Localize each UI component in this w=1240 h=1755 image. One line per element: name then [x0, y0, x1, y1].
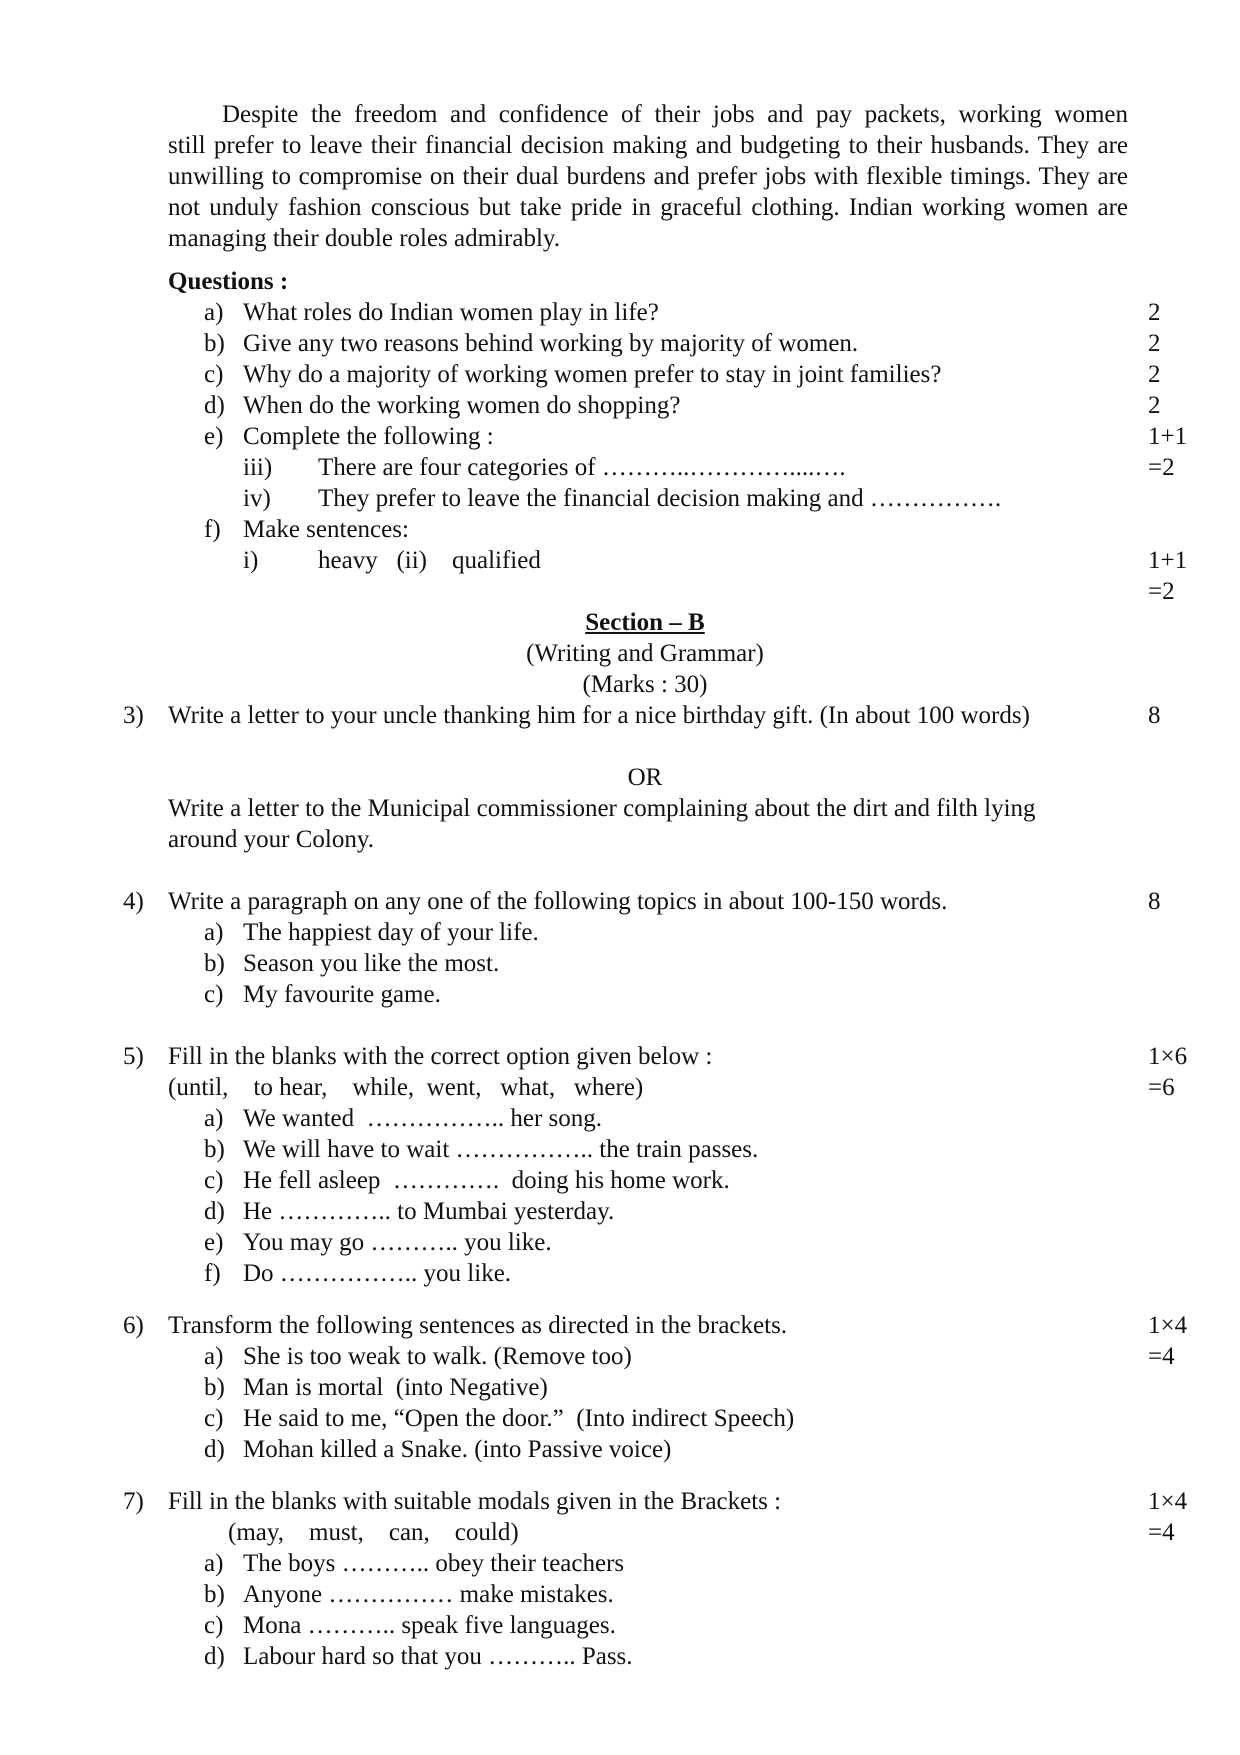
blank-sentence: You may go ……….. you like.: [243, 1229, 552, 1256]
question-marks: 1×4: [1148, 1488, 1188, 1515]
passage-first-line: Despite the freedom and confidence of their jobs and pay packets, working women: [222, 101, 1128, 128]
option-text: My favourite game.: [243, 981, 441, 1008]
question-marks: 1+1: [1148, 423, 1188, 450]
question-text: Write a letter to your uncle thanking him for a nice birthday gift. (In about 100 words): [168, 702, 1030, 729]
blank-letter: a): [204, 1105, 224, 1132]
question-text: Fill in the blanks with the correct option given below :: [168, 1043, 713, 1070]
blank-sentence: We wanted …………….. her song.: [243, 1105, 603, 1132]
option-letter: c): [204, 981, 224, 1008]
blank-sentence: He fell asleep …………. doing his home work.: [243, 1167, 730, 1194]
question-number: 3): [123, 702, 144, 729]
question-letter: e): [204, 423, 224, 450]
alternative-question-text: Write a letter to the Municipal commissioner complaining about the dirt and filth lying: [168, 795, 1036, 822]
question-marks: 2: [1148, 361, 1161, 388]
section-title: Section – B: [585, 609, 705, 636]
question-text: Fill in the blanks with suitable modals given in the Brackets :: [168, 1488, 782, 1515]
question-marks: =6: [1148, 1074, 1175, 1101]
blank-letter: b): [204, 1136, 225, 1163]
word-options: (until, to hear, while, went, what, where): [168, 1074, 644, 1101]
sub-question-text: They prefer to leave the financial decision making and …………….: [318, 485, 1002, 512]
questions-heading: Questions :: [168, 268, 289, 295]
question-text: When do the working women do shopping?: [243, 392, 681, 419]
blank-sentence: Do …………….. you like.: [243, 1260, 512, 1287]
question-number: 4): [123, 888, 144, 915]
transform-sentence: She is too weak to walk. (Remove too): [243, 1343, 632, 1370]
modal-letter: d): [204, 1643, 225, 1670]
section-marks: (Marks : 30): [582, 671, 708, 698]
question-letter: c): [204, 361, 224, 388]
question-marks: 1×6: [1148, 1043, 1188, 1070]
blank-letter: d): [204, 1198, 225, 1225]
transform-letter: a): [204, 1343, 224, 1370]
question-letter: b): [204, 330, 225, 357]
question-marks: 2: [1148, 392, 1161, 419]
modal-letter: c): [204, 1612, 224, 1639]
question-marks: 8: [1148, 702, 1161, 729]
question-marks: =2: [1148, 454, 1175, 481]
transform-letter: c): [204, 1405, 224, 1432]
word-options: (may, must, can, could): [228, 1519, 519, 1546]
modal-sentence: Labour hard so that you ……….. Pass.: [243, 1643, 633, 1670]
question-text: What roles do Indian women play in life?: [243, 299, 659, 326]
transform-letter: d): [204, 1436, 225, 1463]
sub-question-text: heavy (ii) qualified: [318, 547, 541, 574]
option-text: The happiest day of your life.: [243, 919, 539, 946]
alternative-question-text: around your Colony.: [168, 826, 374, 853]
question-marks: =4: [1148, 1343, 1175, 1370]
sub-question-number: i): [243, 547, 259, 574]
question-text: Why do a majority of working women prefer to stay in joint families?: [243, 361, 942, 388]
question-marks: 1+1: [1148, 547, 1188, 574]
question-marks: 2: [1148, 299, 1161, 326]
question-marks: 1×4: [1148, 1312, 1188, 1339]
option-letter: a): [204, 919, 224, 946]
blank-letter: c): [204, 1167, 224, 1194]
section-subtitle: (Writing and Grammar): [526, 640, 764, 667]
passage-text: still prefer to leave their financial decision making and budgeting to their husbands. They are unwilling to compromise on their dual burdens and prefer jobs with flexible timings. They are not unduly fashion conscious but take pride in graceful clothing. Indian working women are managing their double roles admirably.: [168, 132, 1128, 252]
question-text: Transform the following sentences as directed in the brackets.: [168, 1312, 788, 1339]
question-number: 7): [123, 1488, 144, 1515]
sub-question-number: iv): [243, 485, 271, 512]
blank-letter: f): [204, 1260, 221, 1287]
question-marks: =4: [1148, 1519, 1175, 1546]
question-letter: f): [204, 516, 221, 543]
transform-sentence: Man is mortal (into Negative): [243, 1374, 548, 1401]
question-number: 6): [123, 1312, 144, 1339]
question-text: Give any two reasons behind working by majority of women.: [243, 330, 859, 357]
question-marks: =2: [1148, 578, 1175, 605]
question-text: Write a paragraph on any one of the following topics in about 100-150 words.: [168, 888, 948, 915]
transform-letter: b): [204, 1374, 225, 1401]
modal-letter: b): [204, 1581, 225, 1608]
question-marks: 8: [1148, 888, 1161, 915]
or-separator: OR: [627, 764, 663, 791]
option-letter: b): [204, 950, 225, 977]
question-number: 5): [123, 1043, 144, 1070]
option-text: Season you like the most.: [243, 950, 500, 977]
transform-sentence: Mohan killed a Snake. (into Passive voice): [243, 1436, 672, 1463]
question-text: Complete the following :: [243, 423, 494, 450]
passage-paragraph: [168, 130, 1128, 254]
question-text: Make sentences:: [243, 516, 409, 543]
blank-letter: e): [204, 1229, 224, 1256]
modal-sentence: The boys ……….. obey their teachers: [243, 1550, 625, 1577]
modal-sentence: Mona ……….. speak five languages.: [243, 1612, 616, 1639]
question-letter: d): [204, 392, 225, 419]
blank-sentence: He ………….. to Mumbai yesterday.: [243, 1198, 615, 1225]
question-letter: a): [204, 299, 224, 326]
modal-sentence: Anyone …………… make mistakes.: [243, 1581, 614, 1608]
modal-letter: a): [204, 1550, 224, 1577]
transform-sentence: He said to me, “Open the door.” (Into indirect Speech): [243, 1405, 795, 1432]
sub-question-text: There are four categories of ………..…………....….: [318, 454, 846, 481]
question-marks: 2: [1148, 330, 1161, 357]
blank-sentence: We will have to wait …………….. the train passes.: [243, 1136, 759, 1163]
sub-question-number: iii): [243, 454, 273, 481]
